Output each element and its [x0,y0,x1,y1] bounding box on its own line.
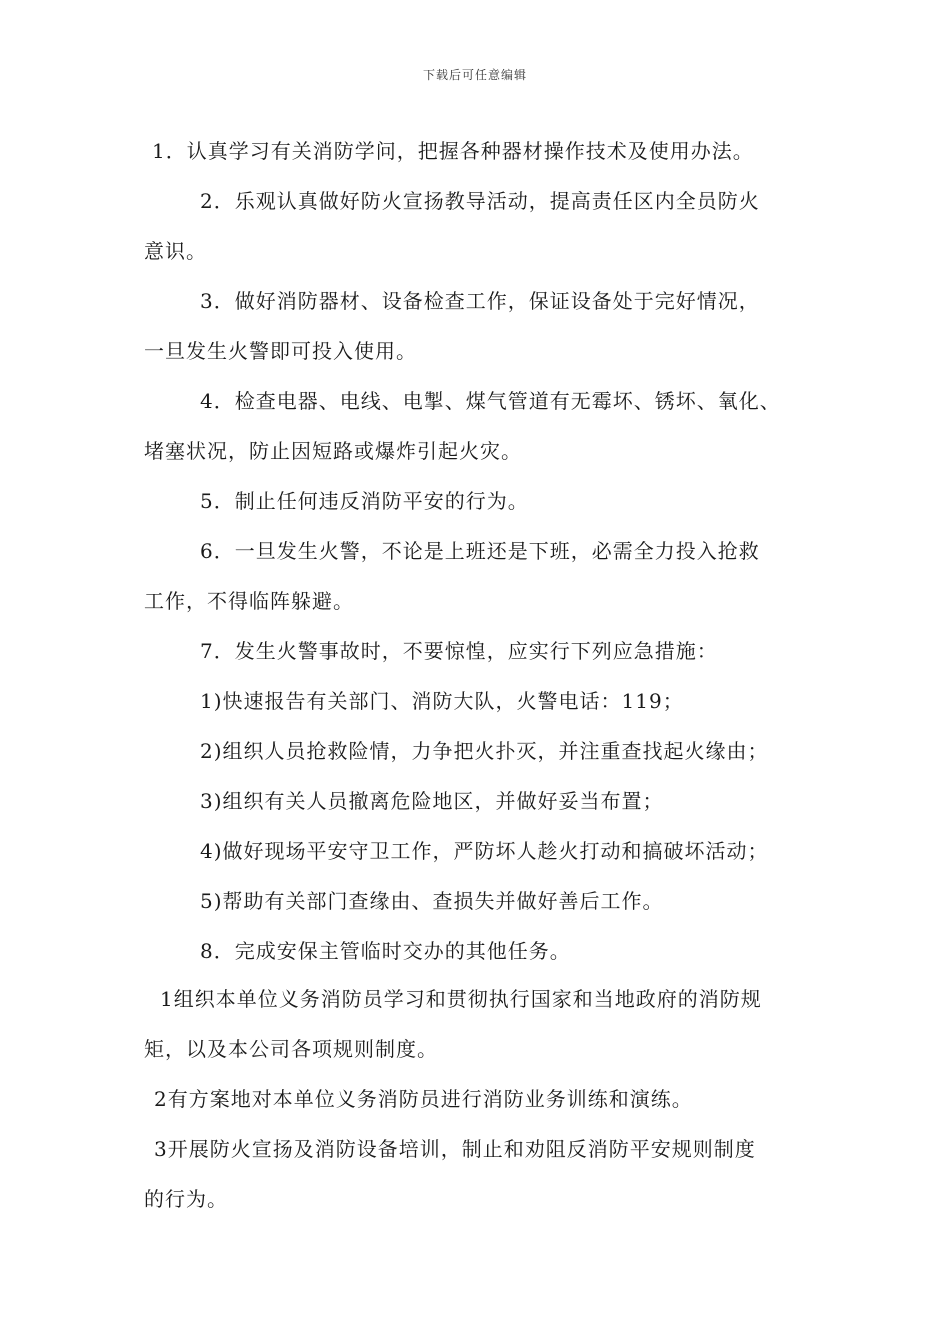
paragraph-line: 2．乐观认真做好防火宣扬教导活动，提高责任区内全员防火 [200,189,760,213]
paragraph-line: 6．一旦发生火警，不论是上班还是下班，必需全力投入抢救 [200,539,760,563]
paragraph-line: 2有方案地对本单位义务消防员进行消防业务训练和演练。 [154,1087,693,1111]
paragraph-line: 1组织本单位义务消防员学习和贯彻执行国家和当地政府的消防规 [160,987,762,1011]
paragraph-line: 的行为。 [144,1187,228,1211]
paragraph-line: 4)做好现场平安守卫工作，严防坏人趁火打动和搞破坏活动； [200,839,769,863]
paragraph-line: 3开展防火宣扬及消防设备培训，制止和劝阻反消防平安规则制度 [154,1137,756,1161]
paragraph-line: 8．完成安保主管临时交办的其他任务。 [200,939,571,963]
paragraph-line: 3．做好消防器材、设备检查工作，保证设备处于完好情况， [200,289,760,313]
paragraph-line: 一旦发生火警即可投入使用。 [144,339,417,363]
paragraph-line: 1)快速报告有关部门、消防大队，火警电话：119； [200,689,684,713]
page-header: 下载后可任意编辑 [422,68,527,82]
paragraph-line: 矩，以及本公司各项规则制度。 [144,1037,438,1061]
paragraph-line: 5．制止任何违反消防平安的行为。 [200,489,529,513]
paragraph-line: 意识。 [144,239,207,263]
paragraph-line: 1．认真学习有关消防学问，把握各种器材操作技术及使用办法。 [152,139,754,163]
paragraph-line: 2)组织人员抢救险情，力争把火扑灭，并注重查找起火缘由； [200,739,769,763]
paragraph-line: 4．检查电器、电线、电掣、煤气管道有无霉坏、锈坏、氧化、 [200,389,781,413]
paragraph-line: 3)组织有关人员撤离危险地区，并做好妥当布置； [200,789,664,813]
paragraph-line: 7．发生火警事故时，不要惊惶，应实行下列应急措施： [200,639,718,663]
paragraph-line: 5)帮助有关部门查缘由、查损失并做好善后工作。 [200,889,664,913]
paragraph-line: 堵塞状况，防止因短路或爆炸引起火灾。 [144,439,522,463]
paragraph-line: 工作，不得临阵躲避。 [144,589,354,613]
